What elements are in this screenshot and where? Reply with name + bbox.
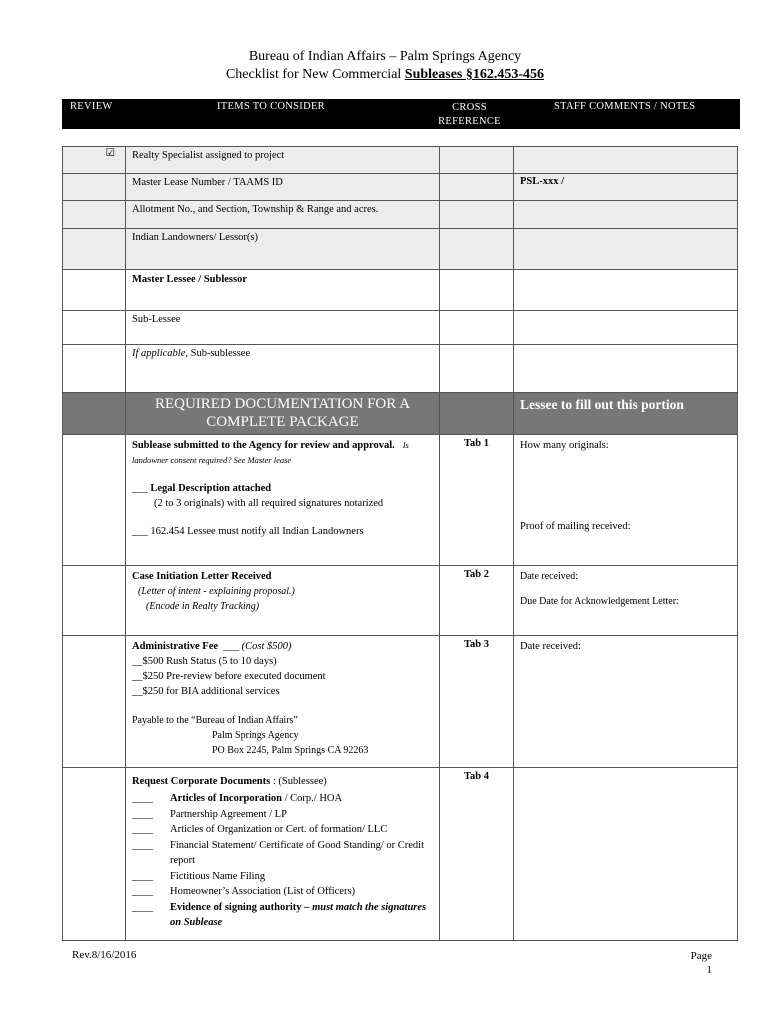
review-cell[interactable] xyxy=(63,270,126,311)
document-title-line2: Checklist for New Commercial Subleases §162.453-456 xyxy=(225,67,545,82)
item-realty-specialist: Realty Specialist assigned to project xyxy=(126,147,440,174)
review-cell[interactable] xyxy=(63,636,126,768)
item-master-lessee: Master Lessee / Sublessor xyxy=(126,270,440,311)
sublease-citation: Subleases §162.453-456 xyxy=(404,67,545,82)
tab2-label: Tab 2 xyxy=(440,566,514,636)
item-allotment: Allotment No., and Section, Township & Range and acres. xyxy=(126,201,440,229)
row-realty-specialist xyxy=(63,147,738,174)
section-header-required-docs xyxy=(63,393,738,435)
row-tab2-case-initiation xyxy=(63,566,738,636)
notes-psl[interactable]: PSL-xxx / xyxy=(514,174,738,201)
row-sub-lessee xyxy=(63,311,738,345)
tab3-label: Tab 3 xyxy=(440,636,514,768)
notes-cell[interactable] xyxy=(514,229,738,270)
notes-cell[interactable] xyxy=(514,345,738,393)
notes-cell[interactable] xyxy=(514,270,738,311)
review-cell[interactable] xyxy=(63,566,126,636)
tab4-label: Tab 4 xyxy=(440,768,514,941)
item-sub-lessee: Sub-Lessee xyxy=(126,311,440,345)
row-sub-sublessee xyxy=(63,345,738,393)
row-allotment xyxy=(63,201,738,229)
cross-ref-cell[interactable] xyxy=(440,270,514,311)
cross-ref-cell[interactable] xyxy=(440,174,514,201)
section-title-required-docs: REQUIRED DOCUMENTATION FOR A COMPLETE PACKAGE xyxy=(126,393,440,435)
col-review: REVIEW xyxy=(70,101,113,112)
notes-tab1[interactable]: How many originals: Proof of mailing received: xyxy=(514,435,738,566)
review-cell[interactable] xyxy=(63,311,126,345)
notes-tab3[interactable]: Date received: xyxy=(514,636,738,768)
col-items: ITEMS TO CONSIDER xyxy=(217,101,325,112)
revision-date: Rev.8/16/2016 xyxy=(72,949,137,961)
review-checkbox[interactable]: ☑ xyxy=(63,147,126,174)
item-case-initiation: Case Initiation Letter Received (Letter of intent - explaining proposal.) (Encode in Realty Tracking) xyxy=(126,566,440,636)
row-tab4-corporate-docs xyxy=(63,768,738,941)
item-landowners: Indian Landowners/ Lessor(s) xyxy=(126,229,440,270)
section-title-lessee-portion: Lessee to fill out this portion xyxy=(514,393,738,435)
col-staff-notes: STAFF COMMENTS / NOTES xyxy=(554,101,696,112)
review-cell[interactable] xyxy=(63,229,126,270)
item-sub-sublessee: If applicable, Sub-sublessee xyxy=(126,345,440,393)
row-tab1-sublease xyxy=(63,435,738,566)
column-header-bar xyxy=(62,99,740,129)
review-cell[interactable] xyxy=(63,435,126,566)
row-tab3-admin-fee xyxy=(63,636,738,768)
review-cell[interactable] xyxy=(63,201,126,229)
item-corporate-documents: Request Corporate Documents : (Sublessee) ____ Articles of Incorporation / Corp./ HOA ____ Partnership Agreement / LP ____ Articles of Organization or Cert. of formation/ LLC ____ Financial Statement/ Certificate of Good Standing/ or Credit report ____ Fictitious Name Filing ____ Homeowner’s Association (List of Officers) ____ Evidence of signing authority – must match the signatures on Sublease xyxy=(126,768,440,941)
row-landowners xyxy=(63,229,738,270)
cross-ref-cell[interactable] xyxy=(440,345,514,393)
document-title-line1: Bureau of Indian Affairs – Palm Springs Agency xyxy=(248,49,522,64)
cross-ref-cell[interactable] xyxy=(440,311,514,345)
row-master-lessee xyxy=(63,270,738,311)
review-cell[interactable] xyxy=(63,345,126,393)
cross-ref-cell[interactable] xyxy=(440,229,514,270)
row-master-lease xyxy=(63,174,738,201)
cross-ref-cell[interactable] xyxy=(440,201,514,229)
cross-ref-cell[interactable] xyxy=(440,147,514,174)
review-cell[interactable] xyxy=(63,174,126,201)
checklist-table xyxy=(62,146,738,941)
notes-cell[interactable] xyxy=(514,147,738,174)
item-master-lease: Master Lease Number / TAAMS ID xyxy=(126,174,440,201)
item-administrative-fee: Administrative Fee ___ (Cost $500) __$500 Rush Status (5 to 10 days) __$250 Pre-review before executed document __$250 for BIA additional services Payable to the “Bureau of Indian Affairs” Palm Springs Agency PO Box 2245, Palm Springs CA 92263 xyxy=(126,636,440,768)
tab1-label: Tab 1 xyxy=(440,435,514,566)
review-cell[interactable] xyxy=(63,768,126,941)
notes-tab2[interactable]: Date received: Due Date for Acknowledgement Letter: xyxy=(514,566,738,636)
notes-cell[interactable] xyxy=(514,201,738,229)
page-number: Page 1 xyxy=(690,950,712,976)
notes-tab4[interactable] xyxy=(514,768,738,941)
notes-cell[interactable] xyxy=(514,311,738,345)
item-sublease-submitted: Sublease submitted to the Agency for review and approval. Is landowner consent required? See Master lease ___ Legal Description attached (2 to 3 originals) with all required signatures notarized ___ 162.454 Lessee must notify all Indian Landowners xyxy=(126,435,440,566)
col-cross-reference: CROSS REFERENCE xyxy=(438,102,501,127)
